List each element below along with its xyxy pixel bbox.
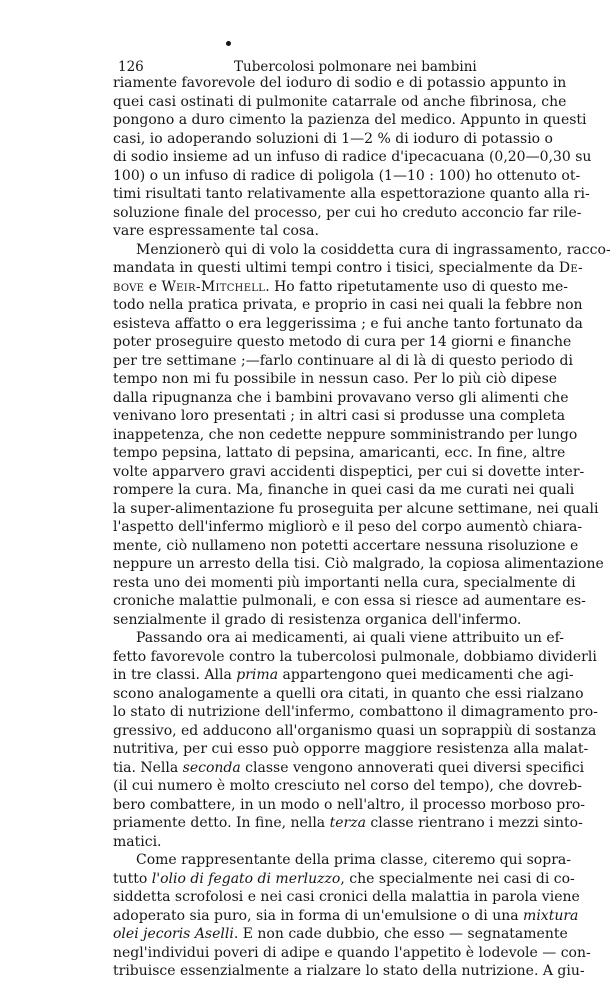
text-run: adoperato sia puro, sia in forma di un'emulsione o di una <box>113 907 524 924</box>
text-line: croniche malattie pulmonali, e con essa si riesce ad aumentare es- <box>113 593 586 609</box>
text-line: timi risultati tanto relativamente alla espettorazione quanto alla ri- <box>113 186 590 202</box>
author-name: bove <box>113 278 145 295</box>
text-line: resta uno dei momenti più importanti nella cura, specialmente di <box>113 574 576 591</box>
text-line: gressivo, ed adducono all'organismo quasi un soprappiù di sostanza <box>113 722 597 739</box>
emphasis: prima <box>236 667 279 683</box>
text-run: priamente detto. In fine, nella <box>113 815 330 831</box>
text-line: bero combattere, in un modo o nell'altro, il processo morboso pro- <box>113 796 586 813</box>
text-line <box>113 814 583 833</box>
text-line: pongono a duro cimento la pazienza del medico. Appunto in questi <box>113 112 587 128</box>
text-line: poter proseguire questo metodo di cura per 14 giorni e finanche <box>113 334 572 350</box>
text-line: tribuisce essenzialmente a rialzare lo stato della nutrizione. A giu- <box>113 963 585 979</box>
text-run: , che specialmente nei casi di co- <box>340 870 575 887</box>
emphasis: seconda <box>182 759 241 776</box>
text-line: Menzionerò qui di volo la cosiddetta cura di ingrassamento, racco- <box>136 241 611 258</box>
text-line: venivano loro presentati ; in altri casi si produsse una completa <box>113 408 566 424</box>
text-line <box>113 759 585 778</box>
text-line: senzialmente il grado di resistenza organica dell'infermo. <box>113 611 522 628</box>
text-line: todo nella pratica privata, e proprio in casi nei quali la febbre non <box>113 297 583 313</box>
text-line: fetto favorevole contro la tubercolosi pulmonale, dobbiamo dividerli <box>113 648 597 665</box>
text-line: quei casi ostinati di pulmonite catarrale od anche fibrinosa, che <box>113 93 567 110</box>
text-line: tempo pepsina, lattato di pepsina, amaricanti, ecc. In fine, altre <box>113 445 566 461</box>
text-line: volte apparvero gravi accidenti dispeptici, per cui si dovette inter- <box>113 463 585 480</box>
text-line: dalla ripugnanza che i bambini provavano verso gli alimenti che <box>113 389 569 406</box>
emphasis: olei jecoris Aselli <box>113 926 234 942</box>
text-line: esisteva affatto o era leggerissima ; e fui anche tanto fortunato da <box>113 315 583 332</box>
text-line: per tre settimane ;—farlo continuare al di là di questo periodo di <box>113 352 573 369</box>
text-line: scono analogamente a quelli ora citati, in quanto che essi rialzano <box>113 685 584 702</box>
author-name: De- <box>558 260 584 276</box>
text-run: . E non cade dubbio, che esso — segnatamente <box>233 926 568 942</box>
print-speck <box>226 41 231 46</box>
text-line: di sodio insieme ad un infuso di radice d'ipecacuana (0,20—0,30 su <box>113 149 592 165</box>
text-line: Come rappresentante della prima classe, citeremo qui sopra- <box>136 852 571 868</box>
text-line: la super-alimentazione fu proseguita per alcune settimane, nei quali <box>113 500 599 517</box>
text-line <box>113 278 569 297</box>
text-line: l'aspetto dell'infermo migliorò e il peso del corpo aumentò chiara- <box>113 519 583 535</box>
text-line: siddetta scrofolosi e nei casi cronici della malattia in parola viene <box>113 889 580 905</box>
emphasis: terza <box>329 815 366 831</box>
text-line: 100) o un infuso di radice di poligola (1—10 : 100) ho ottenuto ot- <box>113 167 581 184</box>
text-line: mente, ciò nullameno non potetti accertare nessuna risoluzione e <box>113 537 579 554</box>
text-run: classe rientrano i mezzi sinto- <box>365 815 583 831</box>
text-line: rompere la cura. Ma, finanche in quei casi da me curati nei quali <box>113 482 575 498</box>
text-run: classe vengono annoverati quei diversi specifici <box>240 759 585 776</box>
body-text <box>113 74 611 981</box>
page-number: 126 <box>118 59 144 75</box>
emphasis: l'olio di fegato di merluzzo <box>151 870 341 887</box>
text-line: (il cui numero è molto cresciuto nel corso del tempo), che dovreb- <box>113 778 583 794</box>
text-line: vare espressamente tal cosa. <box>113 223 319 239</box>
text-run: in tre classi. Alla <box>113 667 237 683</box>
text-line: casi, io adoperando soluzioni di 1—2 % di ioduro di potassio o <box>113 130 553 147</box>
text-line <box>113 907 579 926</box>
text-line: lo stato di nutrizione dell'infermo, combattono il dimagramento pro- <box>113 704 598 720</box>
text-run: mandata in questi ultimi tempi contro i tisici, specialmente da <box>113 260 559 276</box>
text-line <box>113 870 575 889</box>
text-run: appartengono quei medicamenti che agi- <box>278 667 574 683</box>
running-title: Tubercolosi polmonare nei bambini <box>234 59 477 75</box>
emphasis: mixtura <box>523 907 579 924</box>
text-line: nutritiva, per cui esso può opporre maggiore resistenza alla malat- <box>113 741 589 757</box>
text-run: . Ho fatto ripetutamente uso di questo me- <box>265 278 569 295</box>
text-line: riamente favorevole del ioduro di sodio e di potassio appunto in <box>113 75 567 91</box>
text-line: tempo non mi fu possibile in nessun caso. Per lo più ciò dipese <box>113 371 558 387</box>
text-run: tia. Nella <box>113 759 183 776</box>
text-line <box>113 925 568 944</box>
text-line: Passando ora ai medicamenti, ai quali viene attribuito un ef- <box>136 630 565 646</box>
text-line: neppure un arresto della tisi. Ciò malgrado, la copiosa alimentazione <box>113 556 604 572</box>
text-run: e <box>144 278 162 295</box>
text-line <box>113 259 584 278</box>
text-line: negl'individui poveri di adipe e quando l'appetito è lodevole — con- <box>113 944 591 961</box>
text-line: soluzione finale del processo, per cui ho creduto acconcio far rile- <box>113 204 582 221</box>
author-name: Weir-Mitchell <box>161 278 266 295</box>
text-line: inappetenza, che non cedette neppure somministrando per lungo <box>113 426 578 443</box>
text-line <box>113 666 574 685</box>
text-run: tutto <box>113 870 152 887</box>
text-line: matici. <box>113 833 162 850</box>
